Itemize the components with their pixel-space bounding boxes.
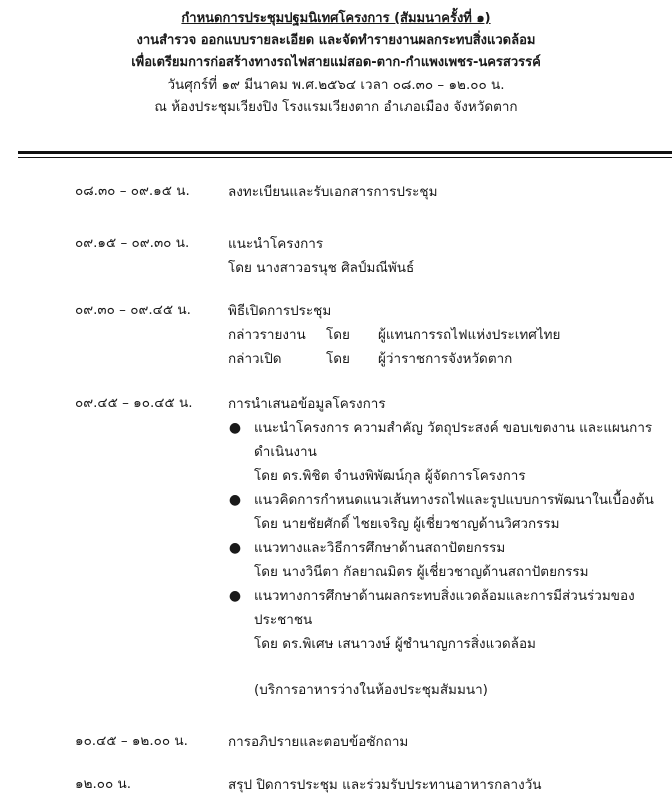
header-divider-thick xyxy=(18,151,672,154)
agenda-presenter: โดย นางสาวอรนุช ศิลป์มณีพันธ์ xyxy=(228,260,415,276)
bullet-text: แนวทางและวิธีการศึกษาด้านสถาปัตยกรรม xyxy=(254,540,506,556)
agenda-text: พิธีเปิดการประชุม xyxy=(228,303,332,319)
bullet-text: ประชาชน xyxy=(254,612,313,628)
speaker-name: ผู้แทนการรถไฟแห่งประเทศไทย xyxy=(378,327,561,343)
bullet-dot-icon: ● xyxy=(228,588,242,604)
bullet-text: แนะนำโครงการ ความสำคัญ วัตถุประสงค์ ขอบเขตงาน และแผนการ xyxy=(254,420,653,436)
bullet-presenter: โดย ดร.พิเศษ เสนาวงษ์ ผู้ชำนาญการสิ่งแวดล้อม xyxy=(254,636,536,652)
opening-address-row xyxy=(228,347,560,371)
bullet-text: แนวคิดการกำหนดแนวเส้นทางรถไฟและรูปแบบการพัฒนาในเบื้องต้น xyxy=(254,492,654,508)
bullet-text: แนวทางการศึกษาด้านผลกระทบสิ่งแวดล้อมและการมีส่วนร่วมของ xyxy=(254,588,635,604)
project-line: งานสำรวจ ออกแบบรายละเอียด และจัดทำรายงานผลกระทบสิ่งแวดล้อม xyxy=(136,33,536,48)
bullet-presenter: โดย นายชัยศักดิ์ ไชยเจริญ ผู้เชี่ยวชาญด้านวิศวกรรม xyxy=(254,516,560,532)
agenda-text: ลงทะเบียนและรับเอกสารการประชุม xyxy=(228,184,438,200)
speaker-name: ผู้ว่าราชการจังหวัดตาก xyxy=(378,351,513,367)
role-label: กล่าวรายงาน xyxy=(228,327,306,343)
bullet-dot-icon: ● xyxy=(228,540,242,556)
agenda-time: ๐๙.๔๕ – ๑๐.๔๕ น. xyxy=(75,395,193,411)
by-label: โดย xyxy=(326,351,350,367)
bullet-text: ดำเนินงาน xyxy=(254,444,317,460)
agenda-text: การอภิปรายและตอบข้อซักถาม xyxy=(228,734,409,750)
agenda-time: ๑๐.๔๕ – ๑๒.๐๐ น. xyxy=(75,733,188,749)
opening-report-row xyxy=(228,323,560,347)
venue-line: ณ ห้องประชุมเวียงปิง โรงแรมเวียงตาก อำเภอเมือง จังหวัดตาก xyxy=(154,99,518,115)
agenda-text: สรุป ปิดการประชุม และร่วมรับประทานอาหารกลางวัน xyxy=(228,777,542,793)
document-header xyxy=(0,8,672,118)
agenda-time: ๐๘.๓๐ – ๐๙.๑๕ น. xyxy=(75,183,190,199)
role-label: กล่าวเปิด xyxy=(228,351,282,367)
agenda-time: ๐๙.๑๕ – ๐๙.๓๐ น. xyxy=(75,235,190,251)
bullet-presenter: โดย นางวินีตา กัลยาณมิตร ผู้เชี่ยวชาญด้านสถาปัตยกรรม xyxy=(254,564,589,580)
date-line: วันศุกร์ที่ ๑๙ มีนาคม พ.ศ.๒๕๖๔ เวลา ๐๘.๓๐ – ๑๒.๐๐ น. xyxy=(167,77,505,93)
bullet-dot-icon: ● xyxy=(228,492,242,508)
bullet-dot-icon: ● xyxy=(228,420,242,436)
break-note: (บริการอาหารว่างในห้องประชุมสัมมนา) xyxy=(254,682,488,698)
agenda-text: แนะนำโครงการ xyxy=(228,236,324,252)
document-title: กำหนดการประชุมปฐมนิเทศโครงการ (สัมมนาครั้งที่ ๑) xyxy=(181,11,491,26)
agenda-text: การนำเสนอข้อมูลโครงการ xyxy=(228,396,386,412)
by-label: โดย xyxy=(326,327,350,343)
agenda-time: ๐๙.๓๐ – ๐๙.๔๕ น. xyxy=(75,302,191,318)
agenda-time: ๑๒.๐๐ น. xyxy=(75,776,132,792)
header-divider-thin xyxy=(18,157,672,158)
project-line-2: เพื่อเตรียมการก่อสร้างทางรถไฟสายแม่สอด-ตาก-กำแพงเพชร-นครสวรรค์ xyxy=(131,55,541,70)
bullet-presenter: โดย ดร.พิชิต จำนงพิพัฒน์กุล ผู้จัดการโครงการ xyxy=(254,468,526,484)
